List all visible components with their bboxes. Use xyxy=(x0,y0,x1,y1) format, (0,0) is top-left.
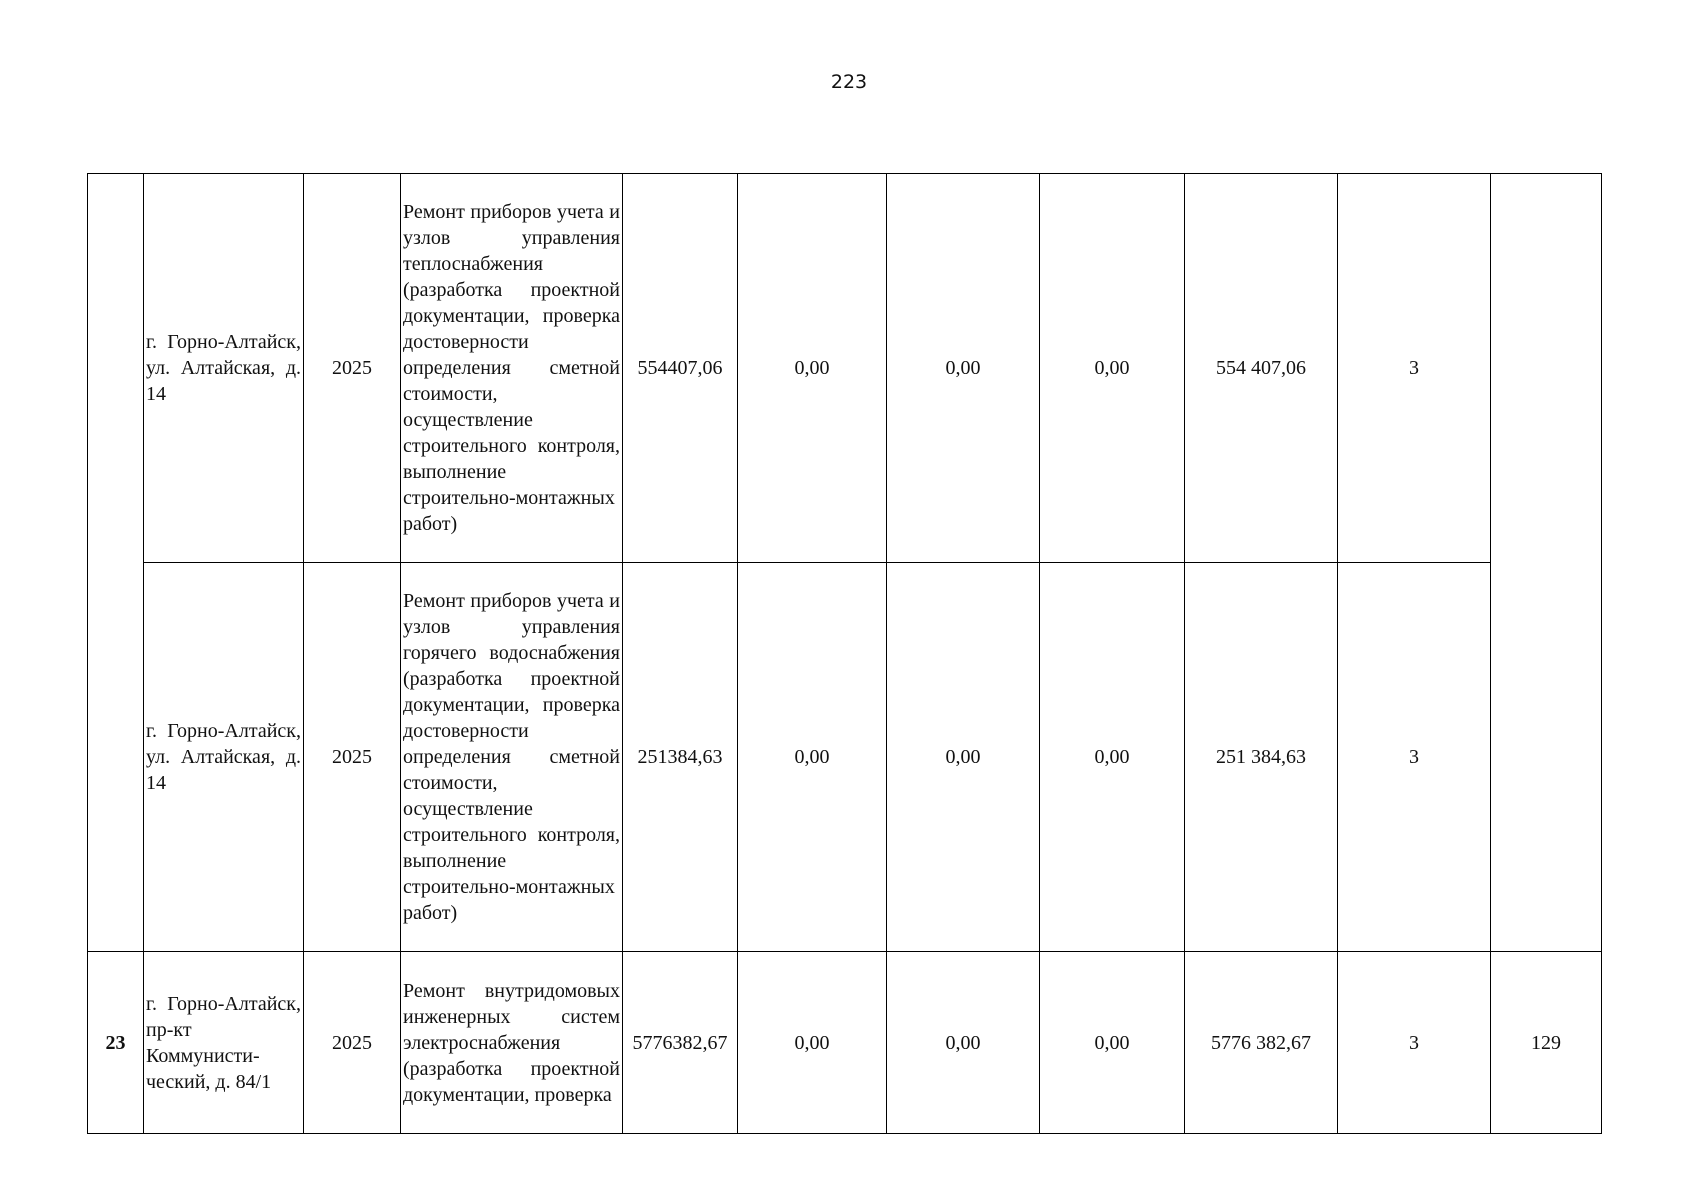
work-description-cell: Ремонт приборов учета и узлов управления теплоснабжения (разработка проектной документации, проверка достоверности определения сметной стоимости, осуществление строительного контроля, выполнение строительно-монтажных работ) xyxy=(401,174,623,563)
capital-repair-table xyxy=(87,173,1602,1134)
value-cell: 0,00 xyxy=(738,563,887,952)
address-cell: г. Горно-Алтайск, ул. Алтайская, д. 14 xyxy=(144,174,304,563)
year-cell: 2025 xyxy=(304,952,401,1134)
amount-cell: 251384,63 xyxy=(623,563,738,952)
work-description-cell: Ремонт внутридомовых инженерных систем электроснабжения (разработка проектной документации, проверка xyxy=(401,952,623,1134)
total-cell: 554 407,06 xyxy=(1185,174,1338,563)
address-cell: г. Горно-Алтайск, пр-кт Коммунисти-ческий, д. 84/1 xyxy=(144,952,304,1134)
value-cell: 0,00 xyxy=(1040,174,1185,563)
year-cell: 2025 xyxy=(304,174,401,563)
address-cell: г. Горно-Алтайск, ул. Алтайская, д. 14 xyxy=(144,563,304,952)
value-cell: 0,00 xyxy=(1040,563,1185,952)
amount-cell: 554407,06 xyxy=(623,174,738,563)
table-row xyxy=(88,174,1602,563)
count-cell: 3 xyxy=(1338,174,1491,563)
count-cell: 3 xyxy=(1338,952,1491,1134)
row-index-cell: 23 xyxy=(88,952,144,1134)
total-cell: 251 384,63 xyxy=(1185,563,1338,952)
table-row xyxy=(88,563,1602,952)
amount-cell: 5776382,67 xyxy=(623,952,738,1134)
value-cell: 0,00 xyxy=(1040,952,1185,1134)
page-number: 223 xyxy=(830,71,868,93)
count-cell: 3 xyxy=(1338,563,1491,952)
table-row xyxy=(88,952,1602,1134)
value-cell: 0,00 xyxy=(887,952,1040,1134)
apartment-count-cell: 129 xyxy=(1491,952,1602,1134)
value-cell: 0,00 xyxy=(738,952,887,1134)
row-index-cell xyxy=(88,174,144,952)
value-cell: 0,00 xyxy=(738,174,887,563)
work-description-cell: Ремонт приборов учета и узлов управления горячего водоснабжения (разработка проектной документации, проверка достоверности определения сметной стоимости, осуществление строительного контроля, выполнение строительно-монтажных работ) xyxy=(401,563,623,952)
value-cell: 0,00 xyxy=(887,174,1040,563)
value-cell: 0,00 xyxy=(887,563,1040,952)
total-cell: 5776 382,67 xyxy=(1185,952,1338,1134)
merged-cell xyxy=(1491,174,1602,952)
year-cell: 2025 xyxy=(304,563,401,952)
